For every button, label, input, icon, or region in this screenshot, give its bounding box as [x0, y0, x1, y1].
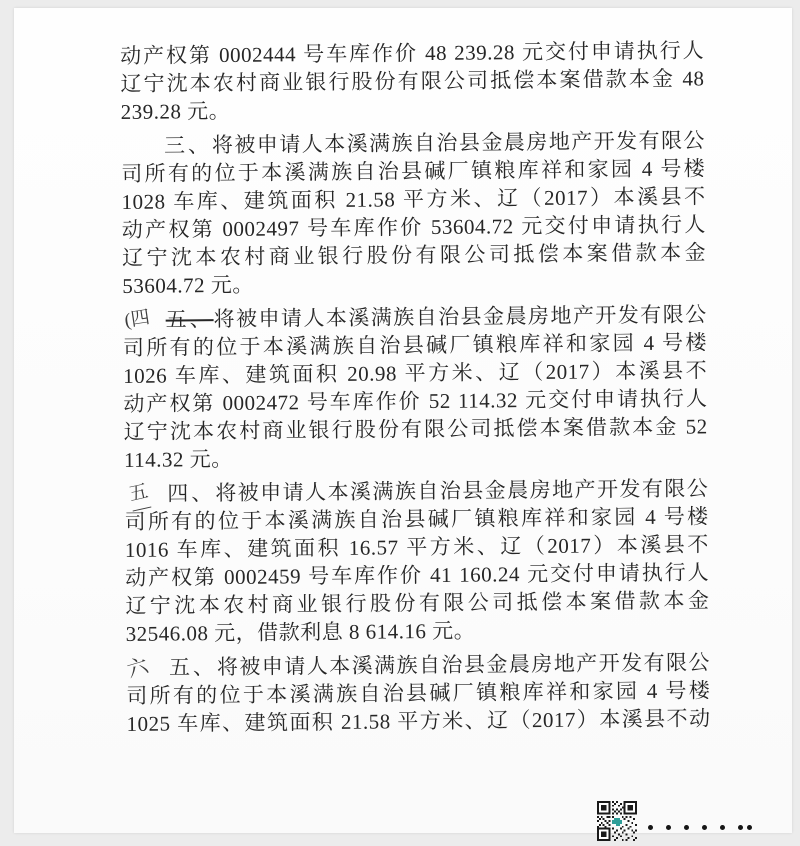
dot [684, 825, 689, 830]
text-run: 将被申请人本溪满族自治县金晨房地产开发有限公 [216, 650, 711, 680]
text-line: 动产权第 0002472 号车库作价 52 114.32 元交付申请执行人 [123, 386, 708, 416]
text-line: 1026 车库、建筑面积 20.98 平方米、辽（2017）本溪县不 [123, 358, 708, 388]
item-number: 三、 [163, 133, 213, 158]
dot [666, 825, 671, 830]
paragraph [120, 36, 705, 126]
paragraph [121, 126, 707, 300]
text-line: 1028 车库、建筑面积 21.58 平方米、辽（2017）本溪县不 [121, 184, 706, 214]
dot [648, 825, 653, 830]
dot [720, 825, 725, 830]
text-line: 司所有的位于本溪满族自治县碱厂镇粮库祥和家园 4 号楼 [126, 678, 711, 708]
text-line: 1016 车库、建筑面积 16.57 平方米、辽（2017）本溪县不 [124, 532, 709, 562]
text-line: 辽宁沈本农村商业银行股份有限公司抵偿本案借款本金 [125, 588, 710, 618]
text-line: 司所有的位于本溪满族自治县碱厂镇粮库祥和家园 4 号楼 [122, 330, 708, 360]
text-line: 动产权第 0002444 号车库作价 48 239.28 元交付申请执行人 [120, 38, 705, 68]
item-number: 四、 [167, 481, 216, 506]
document-body-text [120, 36, 711, 738]
text-line: 动产权第 0002459 号车库作价 41 160.24 元交付申请执行人 [125, 560, 710, 590]
text-line: 1025 车库、建筑面积 21.58 平方米、辽（2017）本溪县不动 [126, 706, 711, 736]
paragraph [126, 648, 711, 738]
text-run: 将被申请人本溪满族自治县金晨房地产开发有限公 [215, 476, 709, 506]
text-line: 32546.08 元，借款利息 8 614.16 元。 [125, 618, 476, 646]
paragraph [123, 300, 709, 474]
dot [747, 825, 752, 830]
text-line: 114.32 元。 [123, 446, 233, 472]
handwritten-correction: 五 [126, 478, 151, 511]
dot [738, 825, 743, 830]
dot [702, 825, 707, 830]
text-line: 司所有的位于本溪满族自治县碱厂镇粮库祥和家园 4 号楼 [121, 156, 706, 186]
qr-code-icon [597, 801, 637, 841]
text-line: 辽宁沈本农村商业银行股份有限公司抵偿本案借款本金 48 [120, 66, 705, 96]
text-line: 53604.72 元。 [122, 272, 254, 298]
handwritten-correction: (四 [123, 307, 152, 332]
dot-marks [648, 818, 765, 826]
item-number: 五、 [165, 307, 214, 332]
paragraph [124, 474, 710, 648]
item-number: 五、 [168, 655, 218, 680]
text-line: 动产权第 0002497 号车库作价 53604.72 元交付申请执行人 [121, 212, 706, 242]
handwritten-correction: 六 [124, 653, 151, 683]
scanned-document-page [14, 8, 792, 833]
text-line: 司所有的位于本溪满族自治县碱厂镇粮库祥和家园 4 号楼 [124, 504, 709, 534]
text-line: 辽宁沈本农村商业银行股份有限公司抵偿本案借款本金 [121, 240, 707, 270]
text-line: 辽宁沈本农村商业银行股份有限公司抵偿本案借款本金 52 [123, 414, 708, 444]
text-run: 将被申请人本溪满族自治县金晨房地产开发有限公 [211, 128, 706, 158]
text-line: 239.28 元。 [120, 98, 231, 124]
text-run: 将被申请人本溪满族自治县金晨房地产开发有限公 [213, 302, 707, 332]
